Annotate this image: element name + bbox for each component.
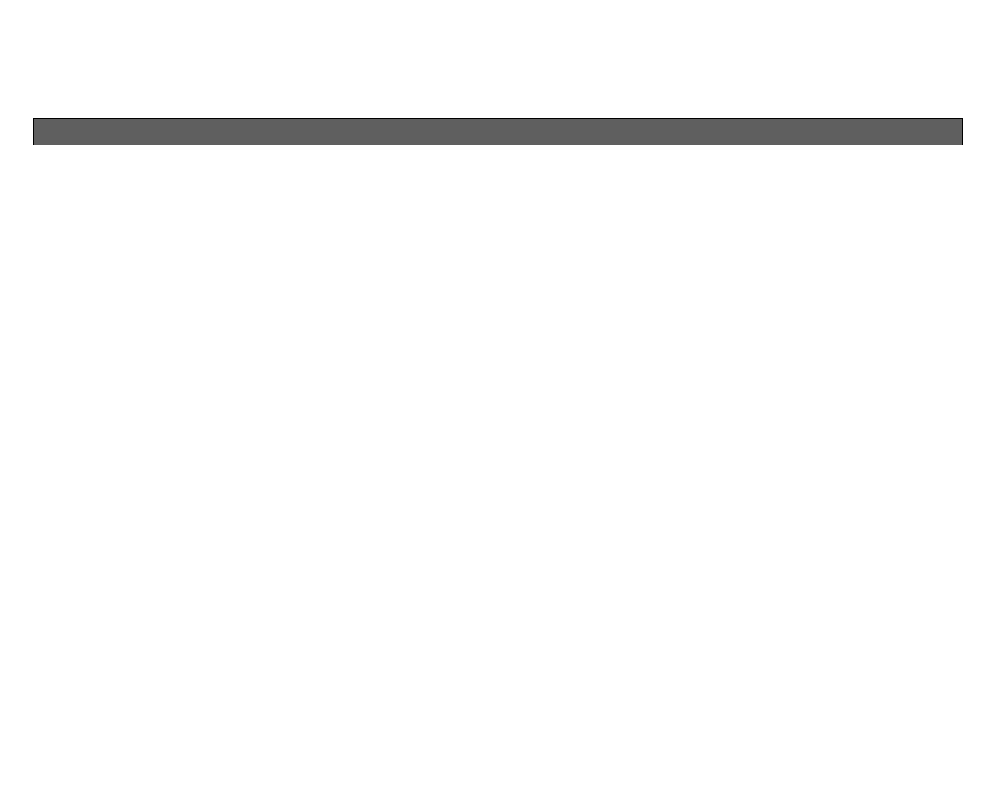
table-title: [33, 118, 963, 145]
digital-signature-stamp: [754, 481, 830, 489]
candidates-table-wrapper: [33, 118, 963, 145]
